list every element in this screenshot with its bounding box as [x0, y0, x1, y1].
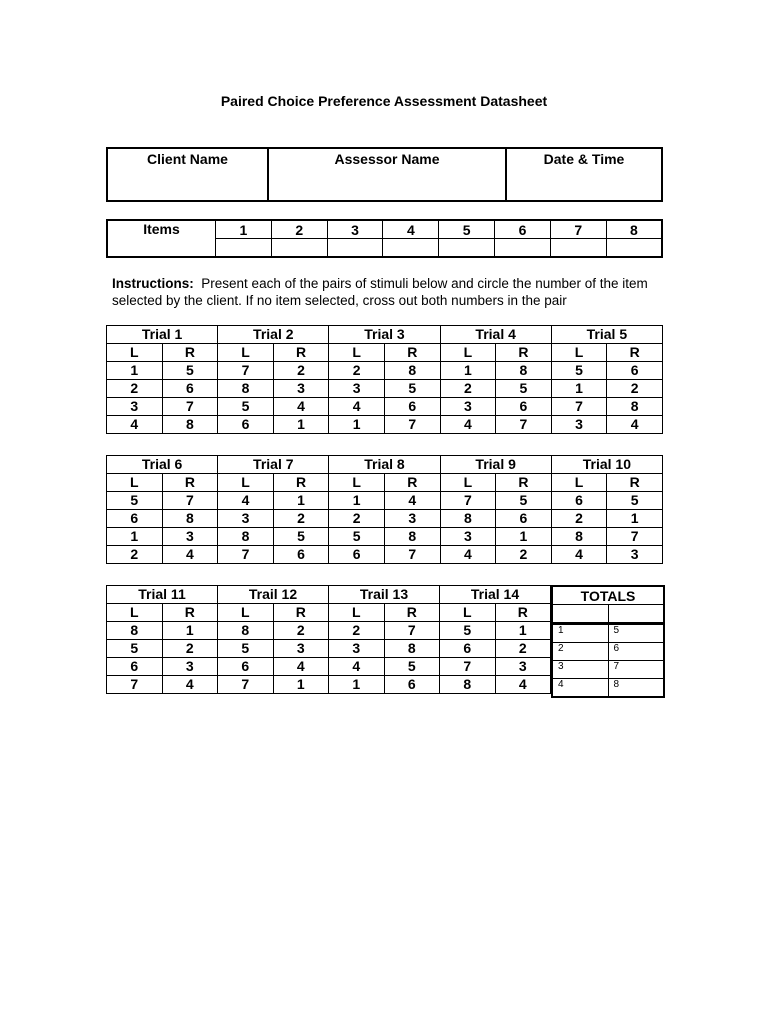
left-stimulus-cell[interactable]: 2 [440, 380, 496, 398]
left-column-label: L [107, 474, 163, 492]
right-stimulus-cell[interactable]: 1 [273, 416, 329, 434]
left-stimulus-cell[interactable]: 7 [218, 546, 274, 564]
left-column-label: L [218, 344, 274, 362]
left-stimulus-cell[interactable]: 4 [329, 398, 385, 416]
left-column-label: L [440, 344, 496, 362]
right-stimulus-cell[interactable]: 5 [273, 528, 329, 546]
right-stimulus-cell[interactable]: 3 [495, 658, 551, 676]
left-stimulus-cell[interactable]: 5 [107, 492, 163, 510]
left-stimulus-cell[interactable]: 1 [329, 676, 385, 694]
left-stimulus-cell[interactable]: 5 [551, 362, 607, 380]
right-stimulus-cell[interactable]: 2 [607, 380, 663, 398]
right-stimulus-cell[interactable]: 2 [495, 640, 551, 658]
right-stimulus-cell[interactable]: 4 [162, 546, 218, 564]
left-column-label: L [218, 474, 274, 492]
right-stimulus-cell[interactable]: 7 [162, 492, 218, 510]
right-stimulus-cell[interactable]: 4 [273, 398, 329, 416]
right-column-label: R [273, 344, 329, 362]
right-stimulus-cell[interactable]: 4 [384, 492, 440, 510]
right-stimulus-cell[interactable]: 1 [273, 676, 329, 694]
right-stimulus-cell[interactable]: 4 [162, 676, 218, 694]
right-stimulus-cell[interactable]: 3 [384, 510, 440, 528]
left-column-label: L [551, 474, 607, 492]
totals-item-cell[interactable]: 8 [608, 679, 664, 698]
item-entry-field[interactable] [550, 239, 606, 258]
left-stimulus-cell[interactable]: 3 [329, 380, 385, 398]
right-stimulus-cell[interactable]: 2 [162, 640, 218, 658]
client-info-table [106, 147, 663, 202]
right-stimulus-cell[interactable]: 3 [273, 380, 329, 398]
right-stimulus-cell[interactable]: 7 [162, 398, 218, 416]
right-stimulus-cell[interactable]: 8 [384, 528, 440, 546]
trial-header: Trial 11 [107, 586, 218, 604]
right-stimulus-cell[interactable]: 7 [384, 546, 440, 564]
left-stimulus-cell[interactable]: 4 [440, 416, 496, 434]
left-column-label: L [218, 604, 274, 622]
item-number: 4 [383, 220, 439, 239]
right-stimulus-cell[interactable]: 6 [273, 546, 329, 564]
item-number: 5 [439, 220, 495, 239]
trials-table-2 [106, 455, 663, 564]
right-stimulus-cell[interactable]: 6 [496, 510, 552, 528]
right-column-label: R [162, 474, 218, 492]
item-entry-field[interactable] [271, 239, 327, 258]
left-stimulus-cell[interactable]: 8 [440, 676, 496, 694]
totals-item-cell[interactable]: 1 [552, 624, 608, 643]
right-stimulus-cell[interactable]: 5 [496, 492, 552, 510]
right-stimulus-cell[interactable]: 8 [384, 362, 440, 380]
totals-label: TOTALS [552, 586, 664, 605]
left-column-label: L [329, 474, 385, 492]
right-column-label: R [607, 474, 663, 492]
right-stimulus-cell[interactable]: 2 [273, 622, 329, 640]
trials-table-3 [106, 585, 551, 694]
right-stimulus-cell[interactable]: 3 [607, 546, 663, 564]
item-number: 1 [216, 220, 272, 239]
item-entry-field[interactable] [216, 239, 272, 258]
instructions [112, 275, 672, 309]
right-stimulus-cell[interactable]: 8 [162, 416, 218, 434]
left-stimulus-cell[interactable]: 6 [551, 492, 607, 510]
left-stimulus-cell[interactable]: 8 [218, 528, 274, 546]
item-entry-field[interactable] [439, 239, 495, 258]
item-number: 3 [327, 220, 383, 239]
right-stimulus-cell[interactable]: 7 [384, 416, 440, 434]
right-column-label: R [384, 604, 440, 622]
right-stimulus-cell[interactable]: 8 [162, 510, 218, 528]
left-stimulus-cell[interactable]: 3 [329, 640, 385, 658]
left-column-label: L [440, 604, 496, 622]
right-stimulus-cell[interactable]: 8 [496, 362, 552, 380]
totals-table [551, 585, 665, 698]
right-column-label: R [384, 344, 440, 362]
left-stimulus-cell[interactable]: 1 [329, 416, 385, 434]
assessor-name-field[interactable]: Assessor Name [268, 148, 506, 201]
totals-blank [608, 605, 664, 624]
item-entry-field[interactable] [606, 239, 662, 258]
item-number: 2 [271, 220, 327, 239]
right-stimulus-cell[interactable]: 4 [607, 416, 663, 434]
left-stimulus-cell[interactable]: 6 [107, 658, 163, 676]
left-stimulus-cell[interactable]: 6 [440, 640, 496, 658]
trial-header: Trial 10 [551, 456, 662, 474]
left-stimulus-cell[interactable]: 2 [107, 380, 163, 398]
right-stimulus-cell[interactable]: 5 [384, 658, 440, 676]
left-stimulus-cell[interactable]: 8 [440, 510, 496, 528]
right-stimulus-cell[interactable]: 1 [495, 622, 551, 640]
right-stimulus-cell[interactable]: 8 [384, 640, 440, 658]
item-number: 7 [550, 220, 606, 239]
right-stimulus-cell[interactable]: 3 [162, 528, 218, 546]
right-stimulus-cell[interactable]: 2 [273, 510, 329, 528]
right-stimulus-cell[interactable]: 4 [273, 658, 329, 676]
left-stimulus-cell[interactable]: 3 [107, 398, 163, 416]
left-stimulus-cell[interactable]: 1 [107, 362, 163, 380]
right-column-label: R [495, 604, 551, 622]
trial-header: Trial 2 [218, 326, 329, 344]
right-column-label: R [384, 474, 440, 492]
right-stimulus-cell[interactable]: 6 [162, 380, 218, 398]
right-stimulus-cell[interactable]: 6 [496, 398, 552, 416]
item-number: 6 [495, 220, 551, 239]
left-stimulus-cell[interactable]: 2 [329, 362, 385, 380]
left-stimulus-cell[interactable]: 3 [440, 398, 496, 416]
left-stimulus-cell[interactable]: 4 [440, 546, 496, 564]
left-stimulus-cell[interactable]: 8 [107, 622, 163, 640]
right-stimulus-cell[interactable]: 1 [273, 492, 329, 510]
left-stimulus-cell[interactable]: 4 [107, 416, 163, 434]
left-stimulus-cell[interactable]: 4 [329, 658, 385, 676]
left-stimulus-cell[interactable]: 7 [551, 398, 607, 416]
right-stimulus-cell[interactable]: 3 [162, 658, 218, 676]
right-column-label: R [496, 344, 552, 362]
left-stimulus-cell[interactable]: 7 [107, 676, 163, 694]
right-stimulus-cell[interactable]: 6 [384, 398, 440, 416]
left-stimulus-cell[interactable]: 2 [329, 622, 385, 640]
instructions-label: Instructions: [112, 276, 194, 291]
left-stimulus-cell[interactable]: 2 [329, 510, 385, 528]
left-stimulus-cell[interactable]: 8 [218, 622, 274, 640]
left-stimulus-cell[interactable]: 5 [440, 622, 496, 640]
totals-item-cell[interactable]: 7 [608, 661, 664, 679]
right-stimulus-cell[interactable]: 7 [496, 416, 552, 434]
right-stimulus-cell[interactable]: 1 [607, 510, 663, 528]
items-table [106, 219, 663, 258]
left-stimulus-cell[interactable]: 3 [440, 528, 496, 546]
left-stimulus-cell[interactable]: 1 [440, 362, 496, 380]
right-column-label: R [273, 604, 329, 622]
trial-header: Trial 7 [218, 456, 329, 474]
right-stimulus-cell[interactable]: 6 [384, 676, 440, 694]
trial-header: Trial 9 [440, 456, 551, 474]
left-stimulus-cell[interactable]: 5 [218, 398, 274, 416]
trial-header: Trail 12 [218, 586, 329, 604]
left-stimulus-cell[interactable]: 5 [218, 640, 274, 658]
left-stimulus-cell[interactable]: 5 [329, 528, 385, 546]
right-stimulus-cell[interactable]: 7 [607, 528, 663, 546]
date-time-field[interactable]: Date & Time [506, 148, 662, 201]
right-stimulus-cell[interactable]: 1 [496, 528, 552, 546]
left-stimulus-cell[interactable]: 6 [218, 416, 274, 434]
right-stimulus-cell[interactable]: 2 [273, 362, 329, 380]
left-stimulus-cell[interactable]: 3 [551, 416, 607, 434]
left-stimulus-cell[interactable]: 4 [218, 492, 274, 510]
left-stimulus-cell[interactable]: 6 [329, 546, 385, 564]
left-stimulus-cell[interactable]: 5 [107, 640, 163, 658]
trial-header: Trial 4 [440, 326, 551, 344]
item-number: 8 [606, 220, 662, 239]
right-stimulus-cell[interactable]: 7 [384, 622, 440, 640]
right-stimulus-cell[interactable]: 5 [496, 380, 552, 398]
left-stimulus-cell[interactable]: 2 [551, 510, 607, 528]
totals-item-cell[interactable]: 5 [608, 624, 664, 643]
left-column-label: L [551, 344, 607, 362]
trial-header: Trial 3 [329, 326, 440, 344]
right-stimulus-cell[interactable]: 5 [607, 492, 663, 510]
left-column-label: L [107, 344, 163, 362]
item-entry-field[interactable] [383, 239, 439, 258]
left-stimulus-cell[interactable]: 8 [551, 528, 607, 546]
right-stimulus-cell[interactable]: 6 [607, 362, 663, 380]
left-stimulus-cell[interactable]: 7 [440, 492, 496, 510]
items-label: Items [107, 220, 216, 257]
right-stimulus-cell[interactable]: 5 [384, 380, 440, 398]
left-column-label: L [329, 344, 385, 362]
left-stimulus-cell[interactable]: 1 [551, 380, 607, 398]
trial-header: Trial 14 [440, 586, 551, 604]
right-column-label: R [162, 344, 218, 362]
totals-item-cell[interactable]: 3 [552, 661, 608, 679]
right-column-label: R [162, 604, 218, 622]
right-stimulus-cell[interactable]: 3 [273, 640, 329, 658]
client-name-field[interactable]: Client Name [107, 148, 268, 201]
right-column-label: R [607, 344, 663, 362]
right-stimulus-cell[interactable]: 4 [495, 676, 551, 694]
left-stimulus-cell[interactable]: 7 [218, 362, 274, 380]
totals-blank [552, 605, 608, 624]
trial-header: Trial 6 [107, 456, 218, 474]
left-stimulus-cell[interactable]: 3 [218, 510, 274, 528]
totals-item-cell[interactable]: 2 [552, 643, 608, 661]
trial-header: Trial 5 [551, 326, 662, 344]
totals-item-cell[interactable]: 4 [552, 679, 608, 698]
left-stimulus-cell[interactable]: 1 [107, 528, 163, 546]
trial-header: Trial 8 [329, 456, 440, 474]
left-column-label: L [107, 604, 163, 622]
left-stimulus-cell[interactable]: 6 [107, 510, 163, 528]
left-stimulus-cell[interactable]: 6 [218, 658, 274, 676]
item-entry-field[interactable] [327, 239, 383, 258]
item-entry-field[interactable] [495, 239, 551, 258]
left-stimulus-cell[interactable]: 1 [329, 492, 385, 510]
trial-header: Trial 1 [107, 326, 218, 344]
left-stimulus-cell[interactable]: 4 [551, 546, 607, 564]
left-column-label: L [440, 474, 496, 492]
right-column-label: R [273, 474, 329, 492]
right-stimulus-cell[interactable]: 1 [162, 622, 218, 640]
left-stimulus-cell[interactable]: 2 [107, 546, 163, 564]
right-stimulus-cell[interactable]: 8 [607, 398, 663, 416]
left-column-label: L [329, 604, 385, 622]
right-column-label: R [496, 474, 552, 492]
left-stimulus-cell[interactable]: 7 [218, 676, 274, 694]
instructions-text: Present each of the pairs of stimuli below and circle the number of the item selected by the client. If no item selected, cross out both numbers in the pair [112, 276, 648, 308]
totals-item-cell[interactable]: 6 [608, 643, 664, 661]
trials-table-1 [106, 325, 663, 434]
trial-header: Trail 13 [329, 586, 440, 604]
page-title: Paired Choice Preference Assessment Datasheet [220, 93, 548, 109]
right-stimulus-cell[interactable]: 2 [496, 546, 552, 564]
right-stimulus-cell[interactable]: 5 [162, 362, 218, 380]
left-stimulus-cell[interactable]: 8 [218, 380, 274, 398]
left-stimulus-cell[interactable]: 7 [440, 658, 496, 676]
